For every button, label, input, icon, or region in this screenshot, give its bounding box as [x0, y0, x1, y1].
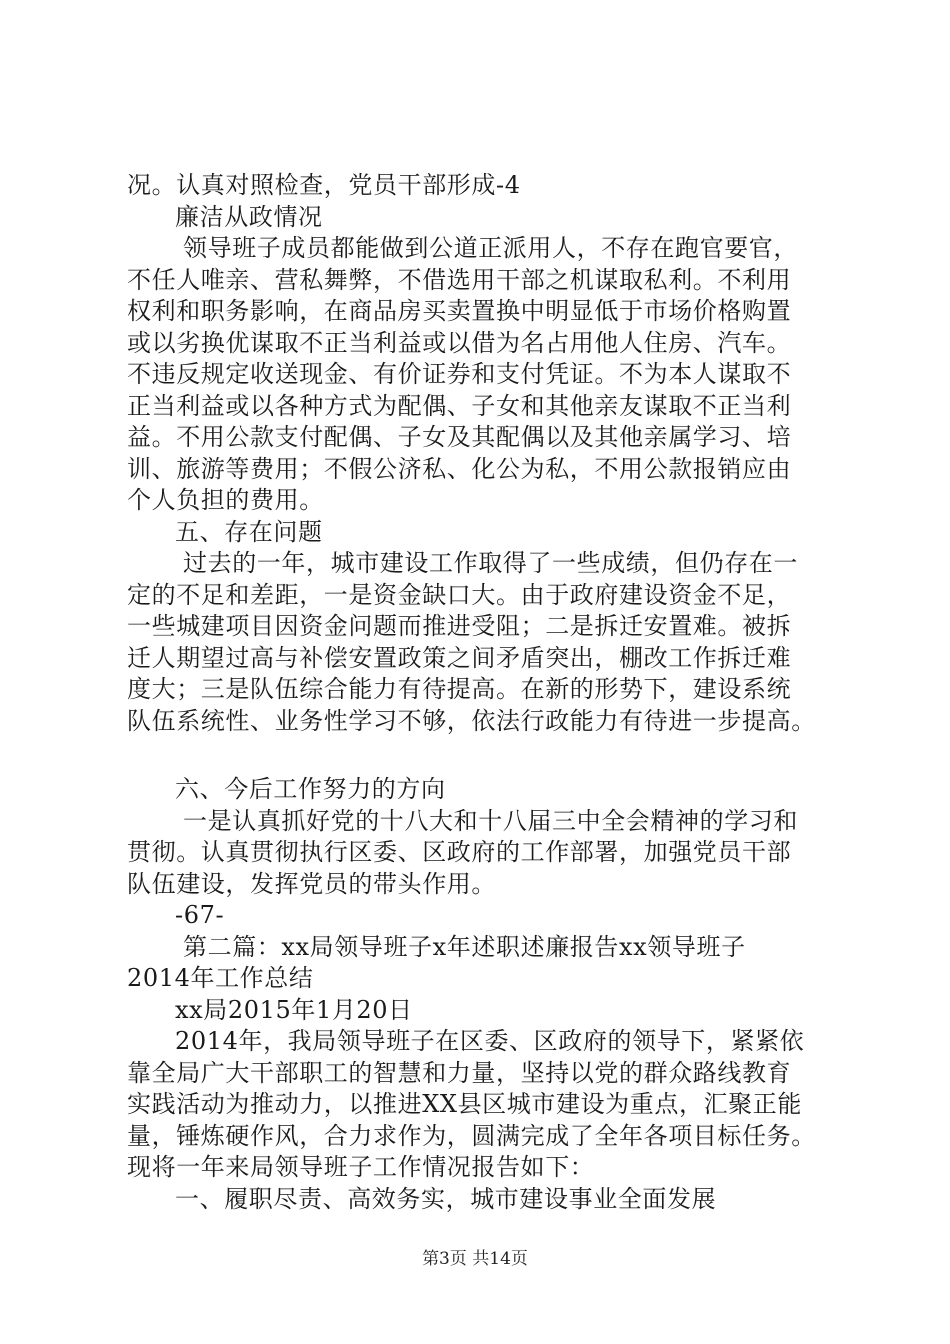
- section-heading: 一、履职尽责、高效务实，城市建设事业全面发展: [175, 1184, 717, 1213]
- paragraph-line: 权利和职务影响，在商品房买卖置换中明显低于市场价格购置: [127, 297, 792, 325]
- paragraph-line: 正当利益或以各种方式为配偶、子女和其他亲友谋取不正当利: [127, 391, 792, 420]
- paragraph-line: 训、旅游等费用；不假公济私、化公为私，不用公款报销应由: [127, 454, 792, 483]
- paragraph-line: 或以劣换优谋取不正当利益或以借为名占用他人住房、汽车。: [127, 328, 792, 357]
- paragraph-line: 益。不用公款支付配偶、子女及其配偶以及其他亲属学习、培: [127, 423, 792, 451]
- paragraph-line: 2014年，我局领导班子在区委、区政府的领导下，紧紧依: [175, 1027, 805, 1055]
- paragraph-line: 过去的一年，城市建设工作取得了一些成绩，但仍存在一: [183, 549, 798, 577]
- paragraph-line: 不任人唯亲、营私舞弊，不借选用干部之机谋取私利。不利用: [127, 265, 792, 294]
- section-heading: 六、今后工作努力的方向: [175, 775, 446, 803]
- paragraph-line: 迁人期望过高与补偿安置政策之间矛盾突出，棚改工作拆迁难: [127, 643, 792, 672]
- paragraph-line: 况。认真对照检查，党员干部形成-4: [127, 171, 521, 199]
- paragraph-line: 靠全局广大干部职工的智慧和力量，坚持以党的群众路线教育: [127, 1058, 792, 1087]
- paragraph-line: 度大；三是队伍综合能力有待提高。在新的形势下，建设系统: [127, 675, 792, 703]
- chapter-title: 2014年工作总结: [127, 964, 314, 992]
- section-heading: 廉洁从政情况: [175, 202, 323, 231]
- paragraph-line: 领导班子成员都能做到公道正派用人，不存在跑官要官，: [183, 234, 798, 262]
- paragraph-line: 现将一年来局领导班子工作情况报告如下：: [127, 1153, 595, 1181]
- paragraph-gap: [127, 737, 827, 774]
- paragraph-line: 个人负担的费用。: [127, 486, 324, 514]
- paragraph-line: 一些城建项目因资金问题而推进受阻；二是拆迁安置难。被拆: [127, 612, 792, 640]
- paragraph-line: 队伍建设，发挥党员的带头作用。: [127, 869, 496, 898]
- report-date: xx局2015年1月20日: [175, 995, 413, 1024]
- page-footer: 第3页 共14页: [422, 1249, 528, 1269]
- paragraph-line: 队伍系统性、业务性学习不够，依法行政能力有待进一步提高。: [127, 706, 816, 735]
- paragraph-line: 实践活动为推动力，以推进XX县区城市建设为重点，汇聚正能: [127, 1090, 802, 1118]
- document-body: [127, 170, 827, 1215]
- paragraph-line: 一是认真抓好党的十八大和十八届三中全会精神的学习和: [183, 806, 798, 835]
- paragraph-line: 定的不足和差距，一是资金缺口大。由于政府建设资金不足，: [127, 580, 792, 609]
- paragraph-line: 量，锤炼硬作风，合力求作为，圆满完成了全年各项目标任务。: [127, 1121, 816, 1150]
- inline-page-number: -67-: [175, 901, 225, 929]
- paragraph-line: 不违反规定收送现金、有价证券和支付凭证。不为本人谋取不: [127, 360, 792, 388]
- section-heading: 五、存在问题: [175, 517, 323, 546]
- chapter-title: 第二篇：xx局领导班子x年述职述廉报告xx领导班子: [183, 932, 746, 961]
- paragraph-line: 贯彻。认真贯彻执行区委、区政府的工作部署，加强党员干部: [127, 838, 792, 866]
